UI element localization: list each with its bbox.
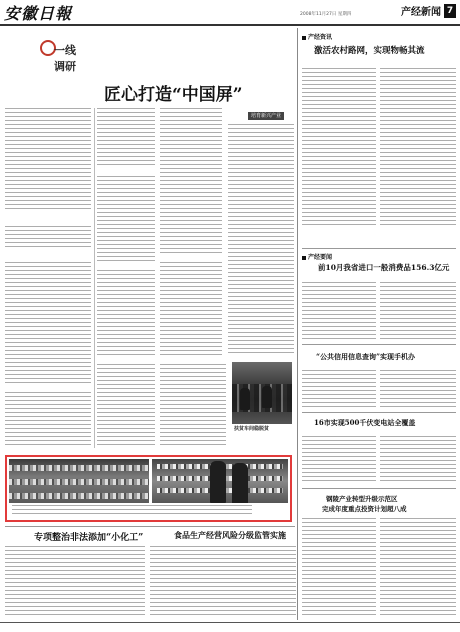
bottom-mid-text [150, 546, 296, 618]
feature-col1-text-b [5, 226, 91, 250]
feature-intro-text [5, 108, 91, 212]
market-photo[interactable] [9, 459, 149, 503]
feature-lower-text-b [160, 364, 226, 448]
factory-photo-caption: 扶贫车间稳脱贫 [234, 426, 270, 432]
feature-lower-text-a [97, 364, 155, 448]
divider [302, 344, 456, 345]
column-logo [40, 40, 84, 73]
right-column-rule [297, 28, 298, 620]
shop-photo[interactable] [152, 459, 288, 503]
photo-caption-text [12, 505, 252, 517]
date-line: 2008年11月27日 星期四 [300, 12, 352, 17]
feature-title[interactable]: 匠心打造“中国屏” [104, 85, 243, 105]
headline-food-safety[interactable]: 食品生产经营风险分级监管实施 [174, 530, 286, 540]
factory-photo[interactable] [232, 362, 292, 424]
newspaper-logo-text: 安徽日報 [4, 3, 73, 23]
column-logo-word: 一线 [54, 44, 76, 57]
feature-col2-text-a [97, 108, 155, 168]
shelf-row [9, 493, 149, 499]
section-badge-headlines: 产经要闻 [302, 252, 332, 261]
feature-col4-text-a [228, 124, 294, 354]
section-badge-news: 产经资讯 [302, 32, 332, 41]
masthead [0, 0, 460, 26]
credit-query-text-a [302, 370, 376, 408]
section-name: 产经新闻 [401, 7, 441, 18]
subsection-label-growing: 培育新兴产业 [248, 112, 284, 120]
feature-col2-text-c [97, 270, 155, 356]
inspector-figure [210, 461, 226, 503]
worker-figure [262, 386, 272, 408]
divider [302, 488, 456, 489]
headline-tongling-a[interactable]: 钢陵产业转型升级示范区 [326, 495, 398, 503]
divider [302, 248, 456, 249]
headline-credit-query[interactable]: “公共信用信息查询”实现手机办 [316, 352, 416, 361]
feature-col1-text-c [5, 262, 91, 386]
shelf-row [9, 479, 149, 485]
divider [302, 412, 456, 413]
headline-imports[interactable]: 前10月我省进口一般消费品156.3亿元 [318, 263, 450, 272]
divider [5, 526, 295, 527]
section-tab[interactable] [401, 3, 456, 18]
feature-col3-text-b [160, 262, 222, 356]
inspector-figure [232, 463, 248, 503]
newspaper-logo[interactable] [4, 2, 72, 22]
imports-text-b [380, 282, 456, 340]
rural-roads-text-b [380, 68, 456, 226]
imports-text-a [302, 282, 376, 340]
headline-small-chemical[interactable]: 专项整治非法添加“小化工” [34, 533, 144, 543]
headline-rural-roads[interactable]: 激活农村路网，实现物畅其流 [314, 46, 425, 56]
bottom-left-text [5, 546, 145, 618]
rural-roads-text-a [302, 68, 376, 226]
headline-substations[interactable]: 16市实现500千伏变电站全覆盖 [314, 418, 416, 427]
page-number-badge: 7 [444, 4, 456, 18]
feature-col3-text-a [160, 108, 222, 256]
credit-query-text-b [380, 370, 456, 408]
feature-lower-text-c [5, 392, 91, 448]
column-logo-word-tail: 调研 [54, 60, 76, 73]
substations-text-b [380, 436, 456, 484]
page-footer [0, 622, 460, 632]
shelf-row [9, 465, 149, 471]
headline-tongling-b[interactable]: 完成年度重点投资计划超八成 [322, 505, 407, 513]
worker-figure [240, 388, 250, 410]
substations-text-a [302, 436, 376, 484]
tongling-text-a [302, 518, 376, 618]
tongling-text-b [380, 518, 456, 618]
feature-col2-text-b [97, 176, 155, 262]
column-rule [94, 108, 95, 448]
